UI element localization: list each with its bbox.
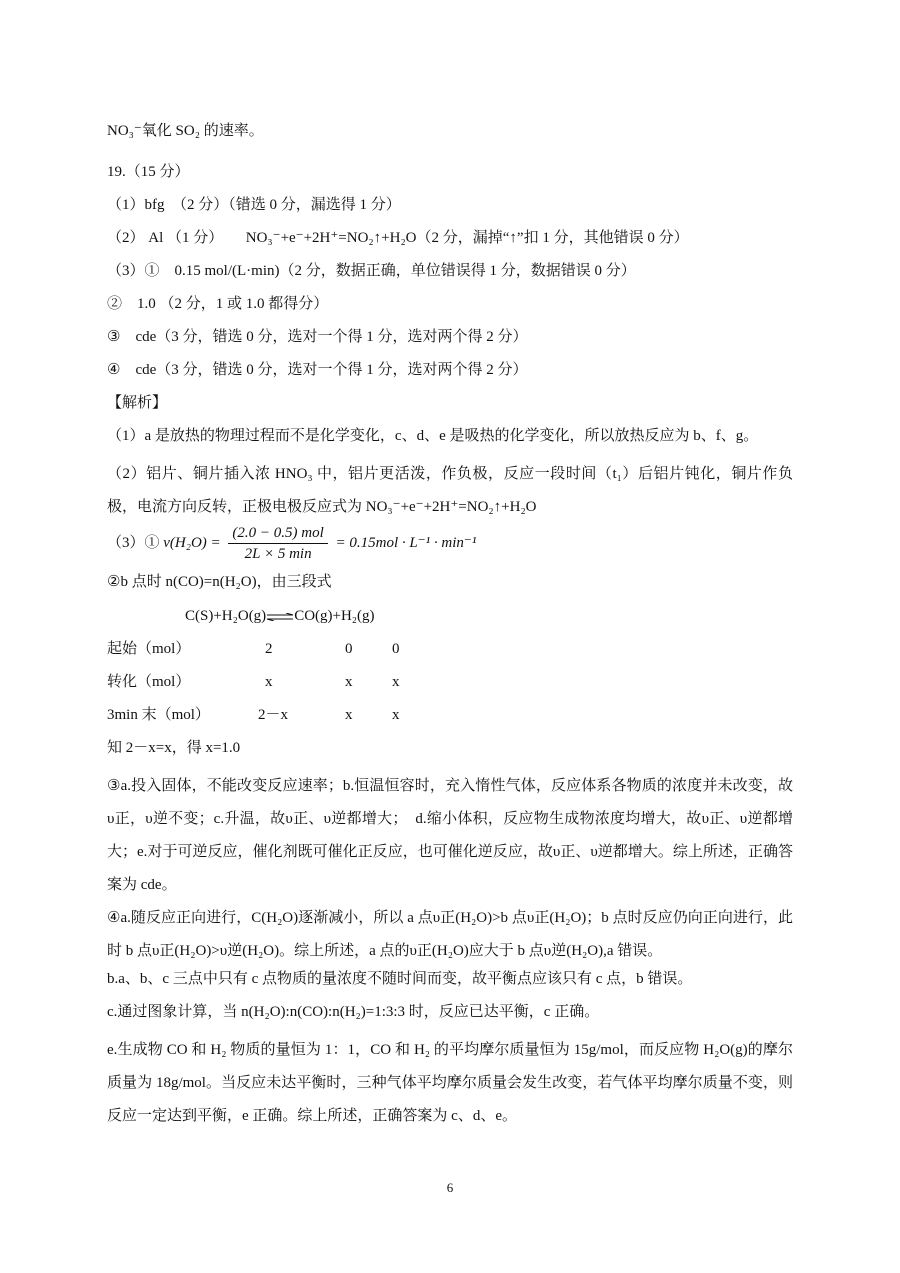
table-cell: x <box>345 674 353 690</box>
row-label: 起始（mol） <box>107 641 191 657</box>
answer-line-3-1: （3）① 0.15 mol/(L·min)（2 分，数据正确，单位错误得 1 分，数据错误 0 分） <box>107 263 636 279</box>
table-cell: 0 <box>345 641 353 657</box>
equation-lhs: v(H₂O) = <box>163 535 221 551</box>
rate-equation <box>107 521 476 565</box>
analysis-part-3-2: ②b 点时 n(CO)=n(H₂O)，由三段式 <box>107 574 332 590</box>
table-cell: x <box>345 707 353 723</box>
equation-rhs: = 0.15mol · L⁻¹ · min⁻¹ <box>335 535 477 551</box>
reaction-equation <box>185 605 375 627</box>
table-cell: x <box>265 674 273 690</box>
question-heading: 19.（15 分） <box>107 164 190 180</box>
equilibrium-arrow-icon <box>266 613 294 621</box>
table-cell: x <box>392 674 400 690</box>
answer-line-3-2: ② 1.0 （2 分，1 或 1.0 都得分） <box>107 296 329 312</box>
equation-prefix: （3）① <box>107 535 160 551</box>
row-label: 转化（mol） <box>107 674 191 690</box>
table-cell: x <box>392 707 400 723</box>
answer-line-3-3: ③ cde（3 分，错选 0 分，选对一个得 1 分，选对两个得 2 分） <box>107 329 528 345</box>
table-cell: 2 <box>265 641 273 657</box>
text-line: NO₃⁻氧化 SO₂ 的速率。 <box>107 123 264 139</box>
analysis-heading: 【解析】 <box>107 395 168 411</box>
page-number: 6 <box>446 1180 454 1195</box>
equation-fraction <box>228 523 327 564</box>
answer-line-3-4: ④ cde（3 分，错选 0 分，选对一个得 1 分，选对两个得 2 分） <box>107 362 528 378</box>
analysis-part-3-4-e: e.生成物 CO 和 H₂ 物质的量恒为 1：1，CO 和 H₂ 的平均摩尔质量恒为 15g/mol，而反应物 H₂O(g)的摩尔质量为 18g/mol。当反应未达平衡时，三种气体平均摩尔质量会发生改变，若气体平均摩尔质量不变，则反应一定达到平衡，e 正确。综上所述，正确答案为 c、d、e。 <box>107 1042 793 1124</box>
answer-line-2: （2） Al （1 分） NO₃⁻+e⁻+2H⁺=NO₂↑+H₂O（2 分，漏掉“↑”扣 1 分，其他错误 0 分） <box>107 230 689 246</box>
analysis-part-1: （1）a 是放热的物理过程而不是化学变化，c、d、e 是吸热的化学变化，所以放热反应为 b、f、g。 <box>107 428 759 444</box>
table-cell: 2－x <box>258 707 289 723</box>
analysis-part-2: （2）铝片、铜片插入浓 HNO₃ 中，铝片更活泼，作负极，反应一段时间（t₁）后铝片钝化，铜片作负极，电流方向反转，正极电极反应式为 NO₃⁻+e⁻+2H⁺=NO₂↑+H₂O <box>107 466 793 515</box>
analysis-part-3-4-a: ④a.随反应正向进行，C(H₂O)逐渐减小，所以 a 点υ正(H₂O)>b 点υ正(H₂O)；b 点时反应仍向正向进行，此时 b 点υ正(H₂O)>υ逆(H₂O)。综上所述，a 点的υ正(H₂O)应大于 b 点υ逆(H₂O),a 错误。 <box>107 910 793 959</box>
fraction-denominator: 2L × 5 min <box>244 546 312 563</box>
table-cell: 0 <box>392 641 400 657</box>
analysis-part-3-4-b: b.a、b、c 三点中只有 c 点物质的量浓度不随时间而变，故平衡点应该只有 c 点，b 错误。 <box>107 971 693 987</box>
fraction-numerator: (2.0 − 0.5) mol <box>228 523 327 544</box>
analysis-part-3-3: ③a.投入固体，不能改变反应速率；b.恒温恒容时，充入惰性气体，反应体系各物质的浓度并未改变，故υ正，υ逆不变；c.升温，故υ正、υ逆都增大； d.缩小体积，反应物生成物浓度均增大，故υ正、υ逆都增大；e.对于可逆反应，催化剂既可催化正反应，也可催化逆反应，故υ正、υ逆都增大。综上所述，正确答案为 cde。 <box>107 778 793 893</box>
row-label: 3min 末（mol） <box>107 707 210 723</box>
reactants: C(S)+H₂O(g) <box>185 608 267 624</box>
products: CO(g)+H₂(g) <box>294 608 375 624</box>
solution-x: 知 2－x=x，得 x=1.0 <box>107 740 241 756</box>
answer-line-1: （1）bfg （2 分）（错选 0 分，漏选得 1 分） <box>107 197 401 213</box>
analysis-part-3-4-c: c.通过图象计算，当 n(H₂O):n(CO):n(H₂)=1:3:3 时，反应已达平衡，c 正确。 <box>107 1004 600 1020</box>
